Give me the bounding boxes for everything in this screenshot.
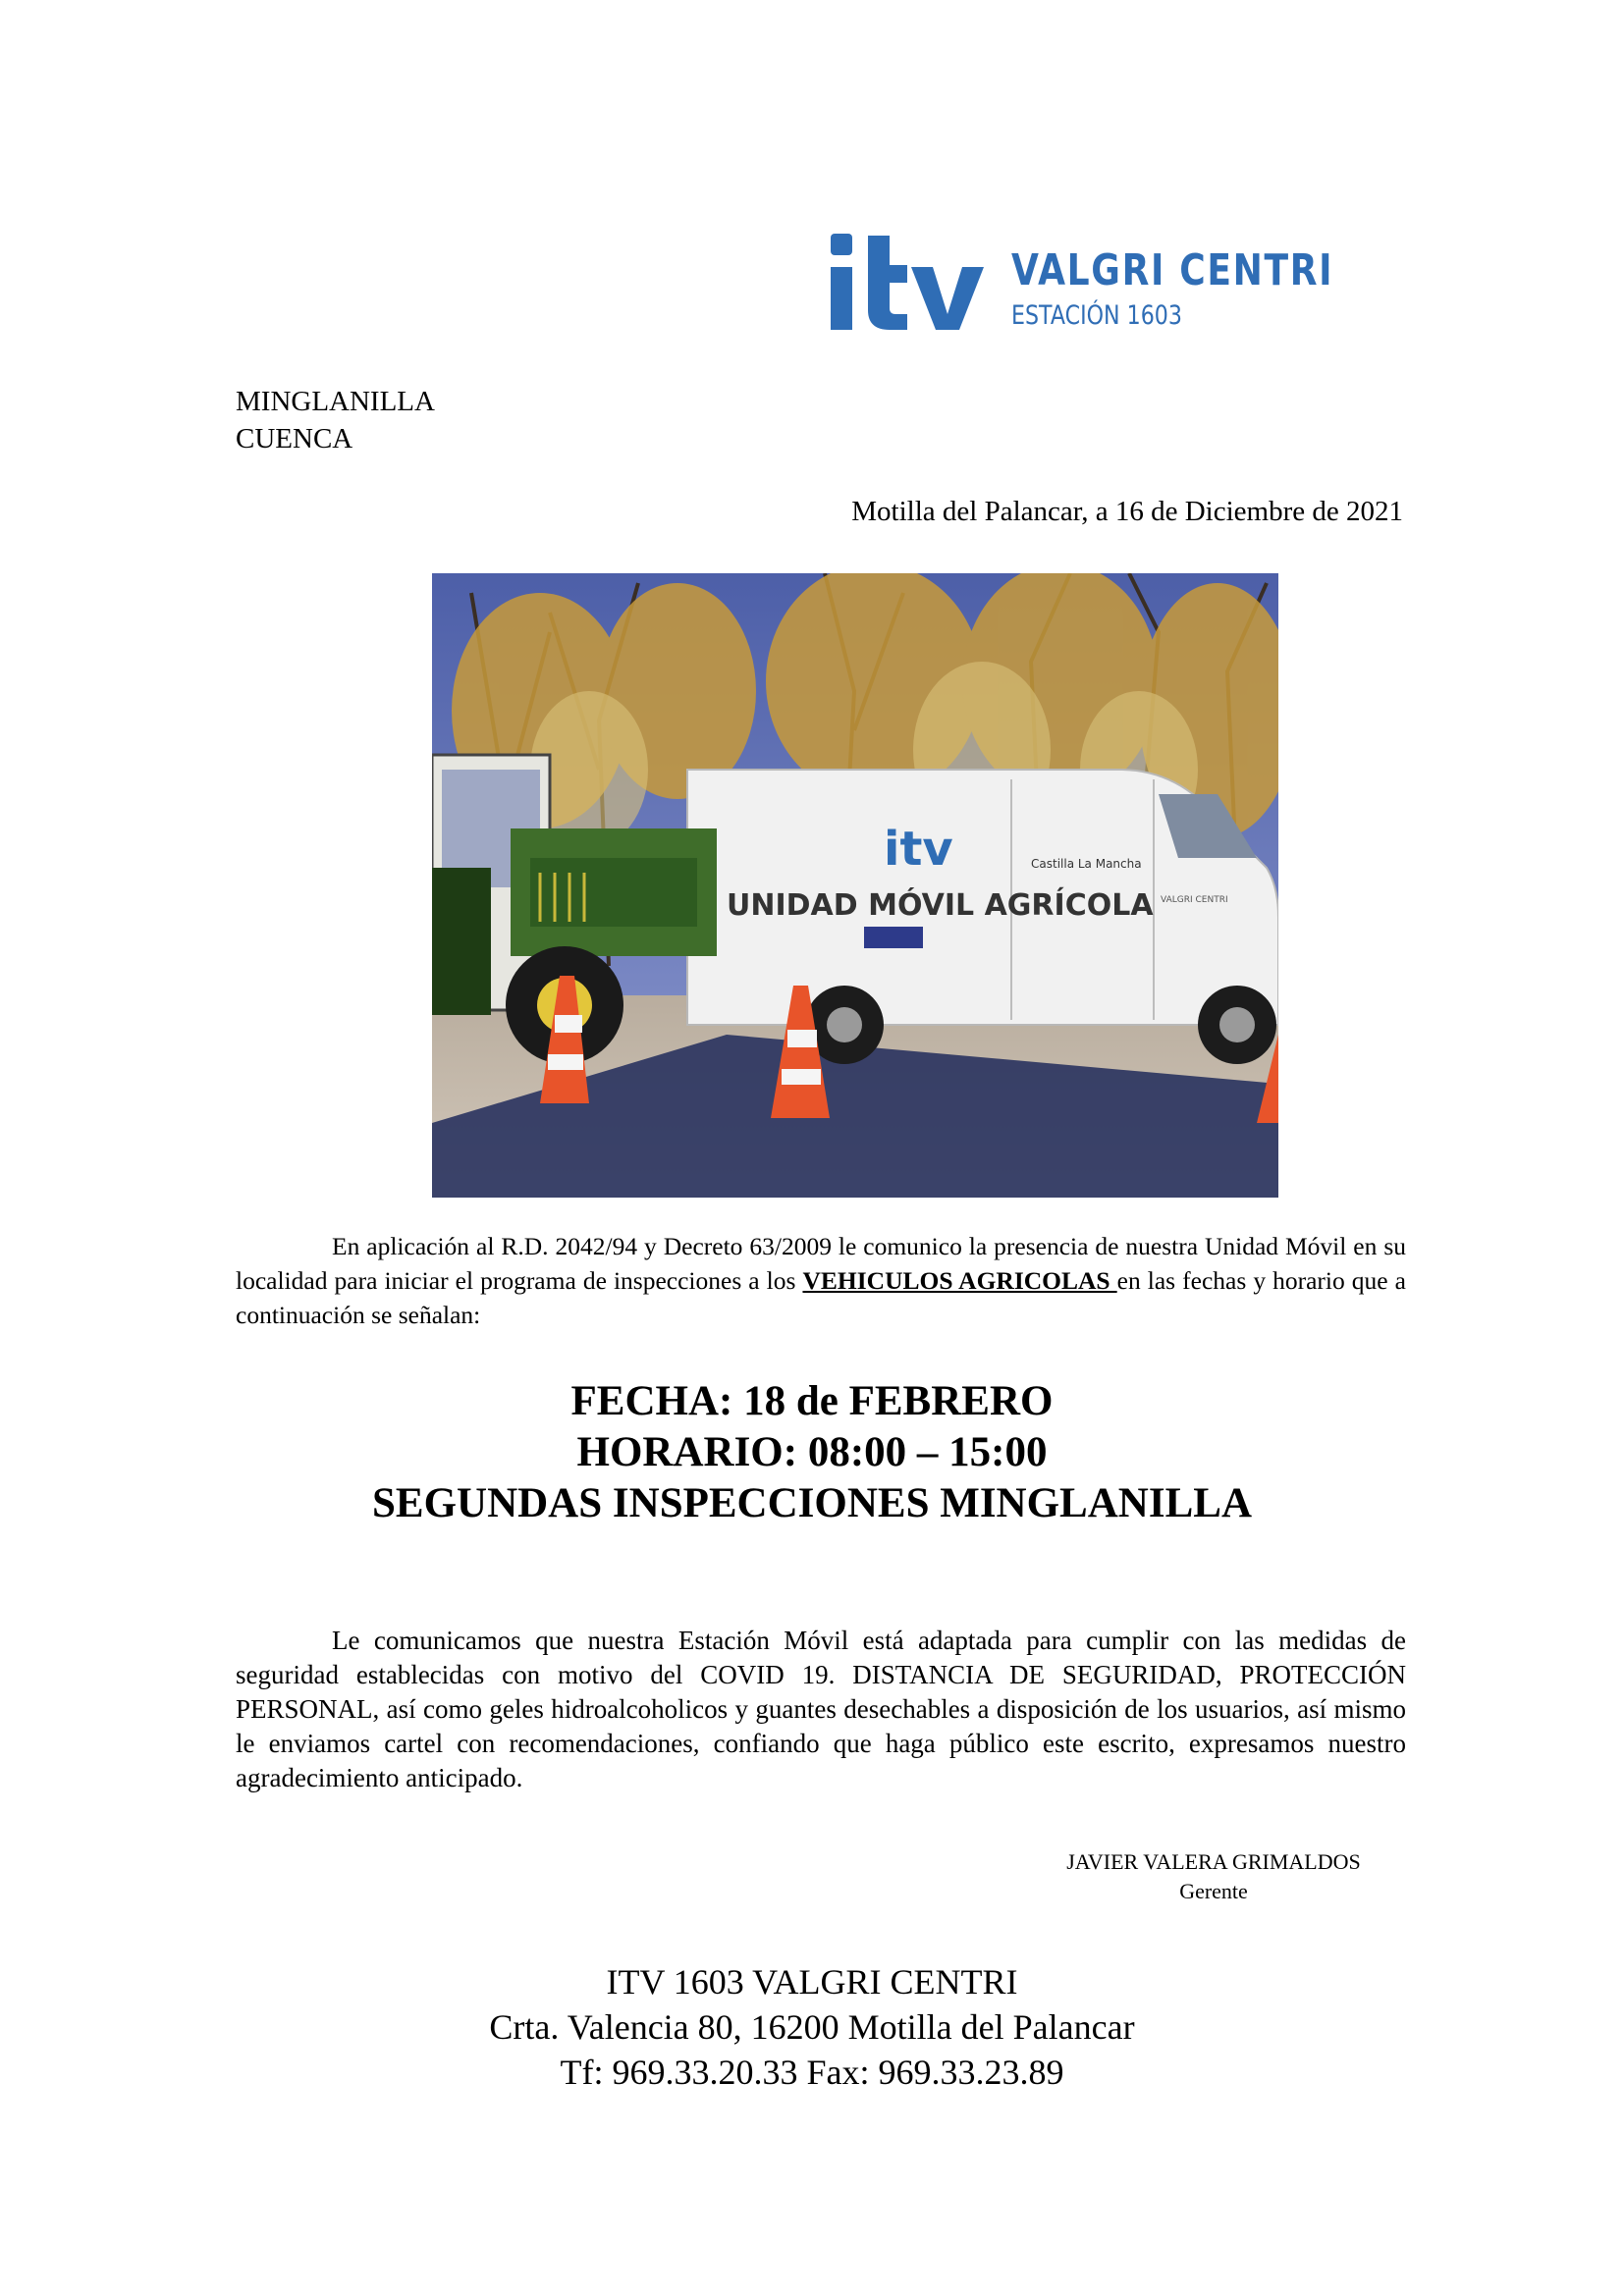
headline-date: FECHA: 18 de FEBRERO [570,1378,1054,1424]
footer-address: Crta. Valencia 80, 16200 Motilla del Palancar [489,2007,1135,2047]
itv-logo [825,228,1334,346]
intro-paragraph [236,1229,1406,1332]
covid-text: Le comunicamos que nuestra Estación Móvil está adaptada para cumplir con las medidas de seguridad establecidas con motivo del COVID 19. DISTANCIA DE SEGURIDAD, PROTECCIÓN PERSONAL, así como geles hidroalcoholicos y guantes desechables a disposición de los usuarios, así mismo le enviamos cartel con recomendaciones, confiando que haga público este escrito, expresamos nuestro agradecimiento anticipado. [236,1626,1406,1792]
signatory-role: Gerente [1179,1879,1248,1903]
van-itv-logo: itv [884,822,953,877]
intro-text-end: en las fechas y horario que a continuación se señalan: [236,1266,1406,1329]
mobile-unit-photo [432,573,1278,1198]
footer-company: ITV 1603 VALGRI CENTRI [606,1962,1018,2002]
logo-company-name: VALGRI CENTRI [1011,245,1334,295]
intro-text-start: En aplicación al R.D. 2042/94 y Decreto 63/2009 le comunico la presencia de nuestra Unidad Móvil en su localidad para iniciar el programa de inspecciones a los [236,1232,1406,1295]
headline-schedule: HORARIO: 08:00 – 15:00 [576,1429,1048,1475]
photo-illustration [432,573,1278,1198]
letter-date: Motilla del Palancar, a 16 de Diciembre de 2021 [851,496,1403,527]
intro-highlight-vehicles: VEHICULOS AGRICOLAS [802,1266,1117,1295]
footer-phone-fax: Tf: 969.33.20.33 Fax: 969.33.23.89 [560,2053,1064,2092]
van-region-label: Castilla La Mancha [1031,857,1142,871]
recipient-province: CUENCA [236,423,353,454]
logo-station-number: ESTACIÓN 1603 [1011,300,1182,331]
covid-paragraph [236,1624,1406,1795]
headline-inspection-type: SEGUNDAS INSPECCIONES MINGLANILLA [371,1480,1252,1526]
recipient-town: MINGLANILLA [236,386,435,417]
van-brand-label: VALGRI CENTRI [1161,895,1228,905]
signatory-name: JAVIER VALERA GRIMALDOS [1066,1849,1361,1874]
itv-logo-mark [825,228,992,336]
van-unit-label: UNIDAD MÓVIL AGRÍCOLA [727,888,1154,923]
